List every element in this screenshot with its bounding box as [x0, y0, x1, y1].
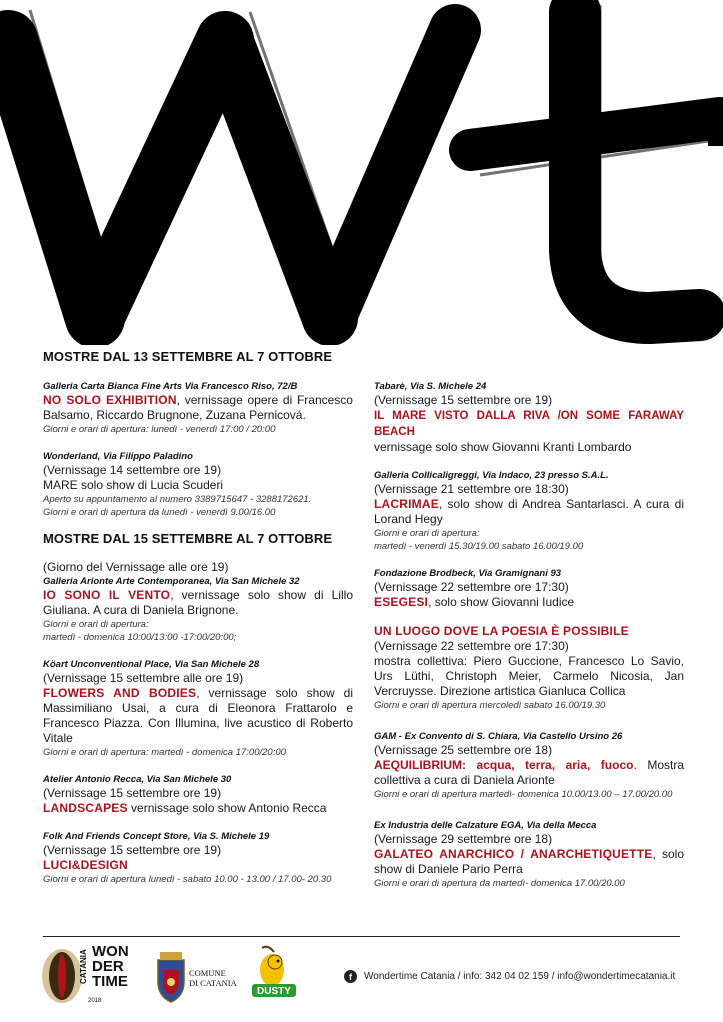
venue-name: GAM - Ex Convento di S. Chiara, Via Castello Ursino 26: [374, 731, 623, 742]
event-description-text: , solo show di Daniele Pario Perra: [374, 847, 684, 876]
event-highlight: IL MARE VISTO DALLA RIVA /ON SOME FARAWAY BEACH: [374, 410, 684, 438]
right-column: [374, 380, 684, 904]
event-highlight: LUCI&DESIGN: [43, 858, 128, 872]
appointment-info: Aperto su appuntamento al numero 3389715647 - 3288172621.: [43, 494, 312, 505]
dusty-logo-text: DUSTY: [257, 986, 291, 997]
wondertime-logo-line-1: WON: [92, 943, 129, 960]
event-highlight: NO SOLO EXHIBITION: [43, 393, 177, 407]
event-description-text: , vernissage solo show di Massimiliano Usai, a cura di Eleonora Frattarolo e Francesco Piazza. Con Illumina, live acustico di Roberto Vitale: [43, 686, 353, 745]
event-description-text: . Mostra collettiva a cura di Daniela Arionte: [374, 758, 684, 787]
event-description: [374, 497, 684, 527]
event-description: [43, 801, 353, 816]
event-arionte: [43, 560, 353, 644]
vernissage-date: (Vernissage 29 settembre ore 18): [374, 832, 553, 846]
event-highlight: IO SONO IL VENTO: [43, 588, 171, 602]
event-highlight: ESEGESI: [374, 595, 429, 609]
venue-name: Atelier Antonio Recca, Via San Michele 30: [43, 774, 232, 785]
vernissage-date: (Vernissage 14 settembre ore 19): [43, 463, 222, 477]
event-description-text: , solo show Giovanni Iudice: [428, 595, 575, 609]
event-description-text: , vernissage solo show di Lillo Giuliana. A cura di Daniela Brignone.: [43, 588, 353, 617]
event-description: [43, 858, 353, 873]
event-ega: [374, 819, 684, 890]
event-brodbeck: [374, 567, 684, 610]
footer-contact: [344, 970, 675, 983]
event-highlight: GALATEO ANARCHICO / ANARCHETIQUETTE: [374, 847, 653, 861]
event-atelier-recca: [43, 773, 353, 816]
event-koart: [43, 658, 353, 759]
event-description-text: mostra collettiva: Piero Guccione, Francesco Lo Savio, Urs Lüthi, Christoph Meier, Carmelo Nicosia, Jan Vercruysse. Direzione artistica Gianluca Collica: [374, 654, 684, 698]
event-wonderland: [43, 450, 353, 519]
event-description: [43, 686, 353, 746]
opening-hours: Giorni e orari di apertura da lunedì - venerdì 9.00/16.00: [43, 507, 276, 518]
venue-name: Galleria Carta Bianca Fine Arts Via Francesco Riso, 72/B: [43, 381, 298, 392]
opening-hours: Giorni e orari di apertura lunedì - sabato 10.00 - 13.00 / 17.00- 20.30: [43, 874, 332, 885]
wondertime-logo: [42, 943, 129, 1004]
contact-info: Wondertime Catania / info: 342 04 02 159 / info@wondertimecatania.it: [364, 971, 676, 982]
venue-name: Galleria Collicaligreggi, Via Indaco, 23 presso S.A.L.: [374, 470, 609, 481]
event-tabare: [374, 380, 684, 455]
opening-hours: Giorni e orari di apertura: martedì - domenica 17:00/20:00: [43, 747, 286, 758]
event-description-text: vernissage solo show Antonio Recca: [127, 801, 327, 815]
event-description-text: , solo show di Andrea Santarlasci. A cura di Lorand Hegy: [374, 497, 684, 526]
left-column: [43, 380, 353, 900]
event-highlight: FLOWERS AND BODIES: [43, 686, 197, 700]
event-description: [374, 595, 684, 610]
event-description: [374, 758, 684, 788]
wondertime-logo-line-2: DER: [92, 958, 124, 975]
event-description: MARE solo show di Lucia Scuderi: [43, 478, 224, 492]
opening-hours: Giorni e orari di apertura mercoledì sabato 16.00/19.30: [374, 700, 606, 711]
event-description: [374, 408, 684, 440]
dusty-logo: [252, 947, 296, 997]
vernissage-date: (Vernissage 15 settembre alle ore 19): [43, 671, 244, 685]
vernissage-note: (Giorno del Vernissage alle ore 19): [43, 560, 229, 574]
event-highlight: LANDSCAPES: [43, 801, 128, 815]
venue-name: Köart Unconventional Place, Via San Michele 28: [43, 659, 260, 670]
comune-line-1: COMUNE: [189, 968, 226, 978]
event-description: [374, 847, 684, 877]
opening-hours: martedì - domenica 10:00/13:00 -17:00/20:00;: [43, 632, 237, 643]
opening-hours: Giorni e orari di apertura da martedì- domenica 17.00/20.00: [374, 878, 625, 889]
opening-hours: Giorni e orari di apertura martedì- domenica 10.00/13.00 – 17.00/20.00: [374, 789, 673, 800]
wondertime-logo-line-3: TIME: [92, 973, 128, 990]
vernissage-date: (Vernissage 15 settembre ore 19): [43, 843, 222, 857]
event-highlight: AEQUILIBRIUM: acqua, terra, aria, fuoco: [374, 758, 634, 772]
venue-name: Wonderland, Via Filippo Paladino: [43, 451, 193, 462]
vernissage-date: (Vernissage 22 settembre ore 17:30): [374, 639, 569, 653]
footer-divider: [43, 936, 680, 937]
vernissage-date: (Vernissage 25 settembre ore 18): [374, 743, 553, 757]
venue-name: Galleria Arionte Arte Contemporanea, Via San Michele 32: [43, 576, 300, 587]
event-un-luogo: [374, 624, 684, 712]
opening-hours: Giorni e orari di apertura: lunedì - venerdì 17:00 / 20:00: [43, 424, 276, 435]
event-description: [43, 393, 353, 423]
opening-hours-label: Giorni e orari di apertura:: [374, 528, 480, 539]
venue-name: Ex Industria delle Calzature EGA, Via della Mecca: [374, 820, 597, 831]
vernissage-date: (Vernissage 15 settembre ore 19): [43, 786, 222, 800]
event-folk-and-friends: [43, 830, 353, 886]
comune-crest-icon: [158, 952, 184, 1002]
opening-hours-label: Giorni e orari di apertura:: [43, 619, 149, 630]
wondertime-logo-year: 2018: [88, 998, 102, 1004]
vernissage-date: (Vernissage 22 settembre ore 17:30): [374, 580, 569, 594]
event-description-text: vernissage solo show Giovanni Kranti Lombardo: [374, 440, 632, 454]
section-title-13-sept: MOSTRE DAL 13 SETTEMBRE AL 7 OTTOBRE: [43, 349, 333, 364]
event-description: [43, 588, 353, 618]
event-gam: [374, 730, 684, 801]
event-highlight: UN LUOGO DOVE LA POESIA È POSSIBILE: [374, 624, 629, 638]
hero-brush-logo: [0, 0, 723, 345]
facebook-icon: f: [344, 970, 357, 983]
comune-line-2: DI CATANIA: [189, 978, 237, 988]
event-collicaligreggi: [374, 469, 684, 553]
section-title-15-sept: MOSTRE DAL 15 SETTEMBRE AL 7 OTTOBRE: [43, 531, 333, 546]
vernissage-date: (Vernissage 21 settembre ore 18:30): [374, 482, 569, 496]
venue-name: Tabarè, Via S. Michele 24: [374, 381, 487, 392]
venue-name: Fondazione Brodbeck, Via Gramignani 93: [374, 568, 562, 579]
event-highlight: LACRIMAE: [374, 497, 439, 511]
event-description-text: , vernissage opere di Francesco Balsamo, Riccardo Brugnone, Zuzana Pernicová.: [43, 393, 353, 422]
venue-name: Folk And Friends Concept Store, Via S. Michele 19: [43, 831, 270, 842]
opening-hours: martedì - venerdì 15.30/19.00 sabato 16.00/19.00: [374, 541, 584, 552]
wondertime-logo-city: CATANIA: [79, 949, 88, 984]
event-title: [374, 624, 684, 639]
vernissage-date: (Vernissage 15 settembre ore 19): [374, 393, 553, 407]
event-carta-bianca: [43, 380, 353, 436]
